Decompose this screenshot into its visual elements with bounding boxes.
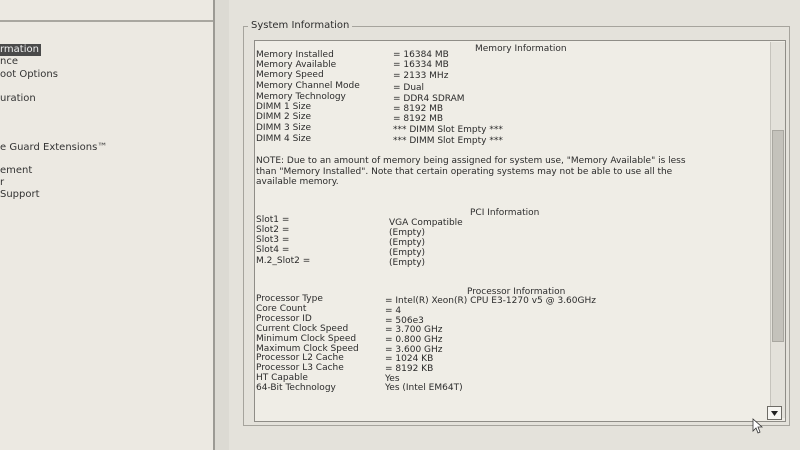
memory-row-label: DIMM 1 Size xyxy=(256,102,312,112)
pci-row-value: (Empty) xyxy=(389,228,426,238)
nav-item-r[interactable]: r xyxy=(0,177,5,188)
memory-row-label: Memory Installed xyxy=(256,50,334,60)
pci-section-header: PCI Information xyxy=(470,208,540,218)
memory-note-line: NOTE: Due to an amount of memory being assigned for system use, "Memory Available" is less xyxy=(256,156,686,166)
memory-row-value: = DDR4 SDRAM xyxy=(393,94,465,104)
processor-row-value: Yes (Intel EM64T) xyxy=(385,383,463,393)
processor-row-value: = 3.700 GHz xyxy=(385,325,443,335)
memory-row-label: Memory Channel Mode xyxy=(256,81,360,91)
processor-row-value: = 506e3 xyxy=(385,316,424,326)
processor-row-value: = 3.600 GHz xyxy=(385,345,443,355)
pci-row-label: Slot2 = xyxy=(256,225,290,235)
memory-row-label: DIMM 3 Size xyxy=(256,123,312,133)
nav-item-system-information[interactable]: rmation xyxy=(0,44,39,55)
panel-title: System Information xyxy=(248,20,352,31)
scroll-down-button[interactable] xyxy=(767,406,782,420)
processor-row-label: 64-Bit Technology xyxy=(256,383,336,393)
pci-row-label: Slot4 = xyxy=(256,245,290,255)
memory-row-label: DIMM 2 Size xyxy=(256,112,312,122)
memory-row-value: *** DIMM Slot Empty *** xyxy=(393,136,503,146)
nav-top-divider xyxy=(0,20,213,22)
mouse-pointer-icon xyxy=(752,418,764,434)
memory-note xyxy=(256,156,706,188)
nav-item-management[interactable]: ement xyxy=(0,165,33,176)
memory-row-label: DIMM 4 Size xyxy=(256,134,312,144)
pci-row-value: (Empty) xyxy=(389,238,426,248)
pci-row-value: (Empty) xyxy=(389,248,426,258)
memory-row-value: = 16334 MB xyxy=(393,60,449,70)
pci-row-value: VGA Compatible xyxy=(389,218,463,228)
processor-row-label: Processor Type xyxy=(256,294,323,304)
processor-row-value: = 4 xyxy=(385,306,402,316)
memory-row-value: = 8192 MB xyxy=(393,104,444,114)
memory-row-label: Memory Technology xyxy=(256,92,346,102)
processor-row-value: = 1024 KB xyxy=(385,354,434,364)
processor-row-label: Core Count xyxy=(256,304,307,314)
processor-row-value: = Intel(R) Xeon(R) CPU E3-1270 v5 @ 3.60GHz xyxy=(385,296,596,306)
processor-row-label: HT Capable xyxy=(256,373,308,383)
memory-row-value: = 8192 MB xyxy=(393,114,444,124)
processor-row-label: Current Clock Speed xyxy=(256,324,349,334)
memory-row-value: *** DIMM Slot Empty *** xyxy=(393,125,503,135)
processor-section-header: Processor Information xyxy=(467,287,566,297)
processor-row-label: Processor ID xyxy=(256,314,312,324)
memory-note-line: than "Memory Installed". Note that certain operating systems may not be able to use all the xyxy=(256,166,673,177)
left-nav-pane xyxy=(0,0,215,450)
pci-row-label: M.2_Slot2 = xyxy=(256,256,311,266)
memory-section-header: Memory Information xyxy=(475,44,567,54)
memory-row-value: = 16384 MB xyxy=(393,50,449,60)
processor-row-label: Minimum Clock Speed xyxy=(256,334,357,344)
pane-divider xyxy=(215,0,229,450)
processor-row-label: Maximum Clock Speed xyxy=(256,344,359,354)
nav-item-boot-options[interactable]: oot Options xyxy=(0,69,58,80)
processor-row-value: Yes xyxy=(385,374,400,384)
pci-row-label: Slot1 = xyxy=(256,215,290,225)
pci-row-label: Slot3 = xyxy=(256,235,290,245)
nav-item-performance[interactable]: nce xyxy=(0,56,18,67)
processor-row-value: = 8192 KB xyxy=(385,364,434,374)
memory-row-label: Memory Available xyxy=(256,60,337,70)
pci-row-value: (Empty) xyxy=(389,258,426,268)
memory-row-label: Memory Speed xyxy=(256,70,324,80)
memory-row-value: = 2133 MHz xyxy=(393,71,449,81)
memory-row-value: = Dual xyxy=(393,83,425,93)
memory-note-line: available memory. xyxy=(256,177,339,187)
nav-item-support[interactable]: Support xyxy=(0,189,40,200)
processor-row-label: Processor L3 Cache xyxy=(256,363,344,373)
nav-item-software-guard-extensions[interactable]: e Guard Extensions™ xyxy=(0,142,108,153)
processor-row-label: Processor L2 Cache xyxy=(256,353,344,363)
chevron-down-icon xyxy=(771,411,778,416)
scrollbar-thumb[interactable] xyxy=(772,130,784,342)
processor-row-value: = 0.800 GHz xyxy=(385,335,443,345)
nav-item-configuration[interactable]: uration xyxy=(0,93,36,104)
